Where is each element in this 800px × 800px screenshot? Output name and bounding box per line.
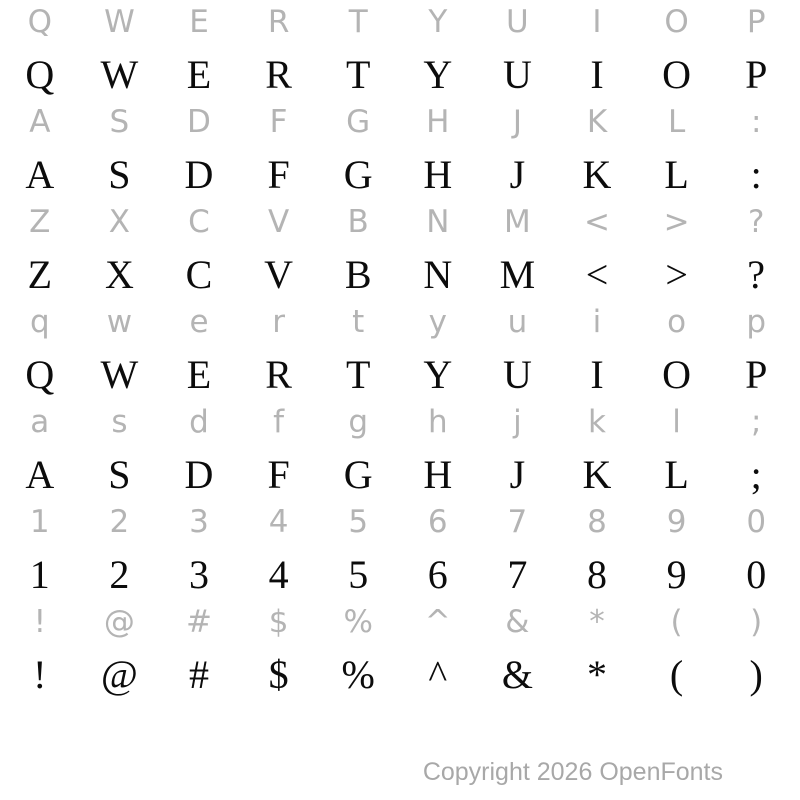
char-cell (159, 300, 239, 400)
char-glyph: L (664, 452, 689, 497)
char-label: R (267, 4, 290, 40)
char-cell (0, 100, 80, 200)
char-glyph: F (267, 152, 290, 197)
char-label: j (513, 404, 522, 440)
char-glyph: K (582, 452, 612, 497)
char-label: B (347, 204, 369, 240)
char-label: J (512, 104, 522, 140)
char-glyph: A (25, 152, 55, 197)
char-label: o (667, 304, 687, 340)
char-label: O (664, 4, 689, 40)
char-label: W (104, 4, 135, 40)
char-glyph: W (100, 352, 139, 397)
char-cell (398, 600, 478, 700)
char-label: D (187, 104, 211, 140)
char-label: @ (103, 604, 135, 640)
char-glyph: & (501, 652, 533, 697)
char-label: I (592, 4, 602, 40)
char-cell (0, 200, 80, 300)
char-label: M (504, 204, 531, 240)
char-label: ^ (424, 604, 451, 640)
char-glyph: ; (750, 452, 762, 497)
char-glyph: E (186, 52, 212, 97)
char-glyph: Y (423, 352, 453, 397)
char-glyph: K (582, 152, 612, 197)
char-glyph: 9 (666, 552, 687, 597)
char-cell (716, 500, 796, 600)
char-cell (239, 200, 319, 300)
char-label: a (30, 404, 50, 440)
char-glyph: > (665, 252, 688, 297)
char-glyph: ! (33, 652, 47, 697)
char-label: U (506, 4, 529, 40)
char-label: F (269, 104, 288, 140)
char-label: ; (750, 404, 762, 440)
char-cell (239, 0, 319, 100)
char-glyph: D (184, 152, 214, 197)
char-cell (0, 500, 80, 600)
char-glyph: F (267, 452, 290, 497)
char-cell (478, 500, 558, 600)
char-cell (637, 400, 717, 500)
char-cell (557, 300, 637, 400)
char-cell (557, 400, 637, 500)
char-label: > (663, 204, 690, 240)
char-glyph: 4 (268, 552, 289, 597)
char-label: s (111, 404, 128, 440)
char-glyph: I (590, 52, 604, 97)
char-glyph: * (586, 652, 607, 697)
char-glyph: % (341, 652, 375, 697)
char-label: T (348, 4, 368, 40)
char-cell (80, 600, 160, 700)
char-glyph: U (502, 52, 532, 97)
char-cell (318, 200, 398, 300)
char-glyph: 6 (427, 552, 448, 597)
char-glyph: B (344, 252, 372, 297)
char-cell (159, 400, 239, 500)
char-cell (80, 0, 160, 100)
char-label: V (267, 204, 290, 240)
char-cell (80, 300, 160, 400)
char-glyph: D (184, 452, 214, 497)
char-glyph: U (502, 352, 532, 397)
char-glyph: T (345, 52, 371, 97)
char-cell (159, 200, 239, 300)
char-glyph: T (345, 352, 371, 397)
char-glyph: G (343, 452, 373, 497)
char-glyph: 2 (109, 552, 130, 597)
char-label: ? (747, 204, 765, 240)
char-glyph: 7 (507, 552, 528, 597)
char-label: # (186, 604, 212, 640)
char-glyph: O (662, 352, 692, 397)
char-cell (159, 0, 239, 100)
char-label: 2 (109, 504, 130, 540)
char-glyph: Q (25, 352, 55, 397)
char-glyph: M (499, 252, 536, 297)
char-label: X (108, 204, 131, 240)
char-cell (0, 300, 80, 400)
char-label: ! (33, 604, 47, 640)
char-cell (557, 600, 637, 700)
char-cell (637, 500, 717, 600)
char-label: E (189, 4, 209, 40)
char-label: * (589, 604, 605, 640)
char-glyph: S (108, 452, 131, 497)
char-cell (159, 500, 239, 600)
char-label: p (746, 304, 767, 340)
char-glyph: 0 (746, 552, 767, 597)
char-glyph: N (423, 252, 453, 297)
char-label: G (346, 104, 371, 140)
char-cell (318, 500, 398, 600)
copyright-text: Copyright 2026 OpenFonts (422, 758, 723, 786)
char-cell (239, 600, 319, 700)
char-cell (716, 200, 796, 300)
char-label: i (592, 304, 602, 340)
char-cell (637, 200, 717, 300)
char-cell (239, 300, 319, 400)
char-cell (398, 400, 478, 500)
char-cell (478, 0, 558, 100)
char-label: Z (29, 204, 51, 240)
char-glyph: X (104, 252, 134, 297)
char-cell (318, 600, 398, 700)
char-glyph: W (100, 52, 139, 97)
char-label: l (672, 404, 681, 440)
char-cell (80, 200, 160, 300)
char-cell (318, 0, 398, 100)
char-label: 0 (746, 504, 767, 540)
char-cell (398, 200, 478, 300)
char-label: C (188, 204, 210, 240)
char-label: r (272, 304, 285, 340)
char-label: L (667, 104, 686, 140)
char-glyph: V (264, 252, 294, 297)
char-label: Q (27, 4, 52, 40)
char-glyph: 1 (29, 552, 50, 597)
char-label: q (29, 304, 50, 340)
char-cell (0, 400, 80, 500)
char-cell (318, 300, 398, 400)
char-label: % (343, 604, 373, 640)
char-cell (478, 100, 558, 200)
char-cell (716, 400, 796, 500)
char-cell (557, 200, 637, 300)
char-glyph: Q (25, 52, 55, 97)
char-glyph: 5 (348, 552, 369, 597)
char-cell (478, 300, 558, 400)
char-glyph: G (343, 152, 373, 197)
char-label: 4 (268, 504, 289, 540)
char-label: Y (428, 4, 448, 40)
char-label: & (505, 604, 530, 640)
char-label: P (746, 4, 766, 40)
char-cell (557, 500, 637, 600)
char-cell (716, 100, 796, 200)
char-cell (557, 0, 637, 100)
char-glyph: ^ (428, 652, 448, 697)
char-label: 7 (507, 504, 528, 540)
char-cell (318, 100, 398, 200)
char-label: K (586, 104, 608, 140)
char-cell (637, 0, 717, 100)
char-glyph: $ (268, 652, 289, 697)
char-label: h (427, 404, 448, 440)
char-label: A (29, 104, 51, 140)
char-cell (398, 0, 478, 100)
char-label: < (584, 204, 610, 240)
char-cell (159, 100, 239, 200)
char-glyph: H (423, 452, 453, 497)
char-glyph: R (265, 52, 292, 97)
char-cell (637, 600, 717, 700)
char-label: 3 (189, 504, 209, 540)
char-cell (637, 100, 717, 200)
char-label: k (588, 404, 606, 440)
char-glyph: O (662, 52, 692, 97)
char-cell (80, 500, 160, 600)
char-cell (716, 300, 796, 400)
char-label: : (750, 104, 762, 140)
char-cell (239, 400, 319, 500)
char-glyph: E (186, 352, 212, 397)
char-glyph: S (108, 152, 131, 197)
char-label: y (428, 304, 447, 340)
char-cell (557, 100, 637, 200)
char-cell (318, 400, 398, 500)
char-cell (478, 200, 558, 300)
char-label: $ (268, 604, 289, 640)
char-label: N (426, 204, 450, 240)
char-glyph: ( (669, 652, 684, 697)
char-label: t (352, 304, 365, 340)
char-label: 8 (587, 504, 607, 540)
char-cell (159, 600, 239, 700)
char-label: f (273, 404, 285, 440)
char-cell (0, 600, 80, 700)
char-label: e (189, 304, 209, 340)
char-cell (398, 500, 478, 600)
char-label: w (106, 304, 133, 340)
char-cell (398, 100, 478, 200)
char-cell (637, 300, 717, 400)
char-glyph: ? (747, 252, 766, 297)
char-cell (239, 500, 319, 600)
char-cell (478, 600, 558, 700)
char-label: H (426, 104, 450, 140)
char-label: d (189, 404, 209, 440)
char-label: 9 (666, 504, 687, 540)
char-glyph: I (590, 352, 604, 397)
char-label: g (348, 404, 369, 440)
char-label: ) (750, 604, 763, 640)
char-cell (80, 400, 160, 500)
char-glyph: Z (27, 252, 53, 297)
char-glyph: ) (749, 652, 763, 697)
char-glyph: P (745, 352, 768, 397)
char-cell (239, 100, 319, 200)
char-glyph: Y (423, 52, 453, 97)
char-glyph: : (750, 152, 762, 197)
char-glyph: P (745, 52, 768, 97)
char-glyph: J (509, 452, 526, 497)
char-cell (0, 0, 80, 100)
char-glyph: @ (100, 652, 138, 697)
char-label: S (109, 104, 130, 140)
char-glyph: A (25, 452, 55, 497)
char-label: ( (670, 604, 683, 640)
char-glyph: R (265, 352, 292, 397)
char-label: 1 (29, 504, 50, 540)
char-cell (716, 0, 796, 100)
char-label: 6 (427, 504, 448, 540)
char-glyph: C (185, 252, 213, 297)
char-glyph: 3 (188, 552, 209, 597)
char-glyph: H (423, 152, 453, 197)
char-glyph: L (664, 152, 689, 197)
char-glyph: 8 (586, 552, 607, 597)
char-cell (398, 300, 478, 400)
char-label: 5 (348, 504, 369, 540)
char-cell (716, 600, 796, 700)
char-cell (80, 100, 160, 200)
char-cell (478, 400, 558, 500)
char-glyph: # (188, 652, 209, 697)
char-label: u (507, 304, 528, 340)
char-glyph: < (585, 252, 609, 297)
char-glyph: J (509, 152, 526, 197)
